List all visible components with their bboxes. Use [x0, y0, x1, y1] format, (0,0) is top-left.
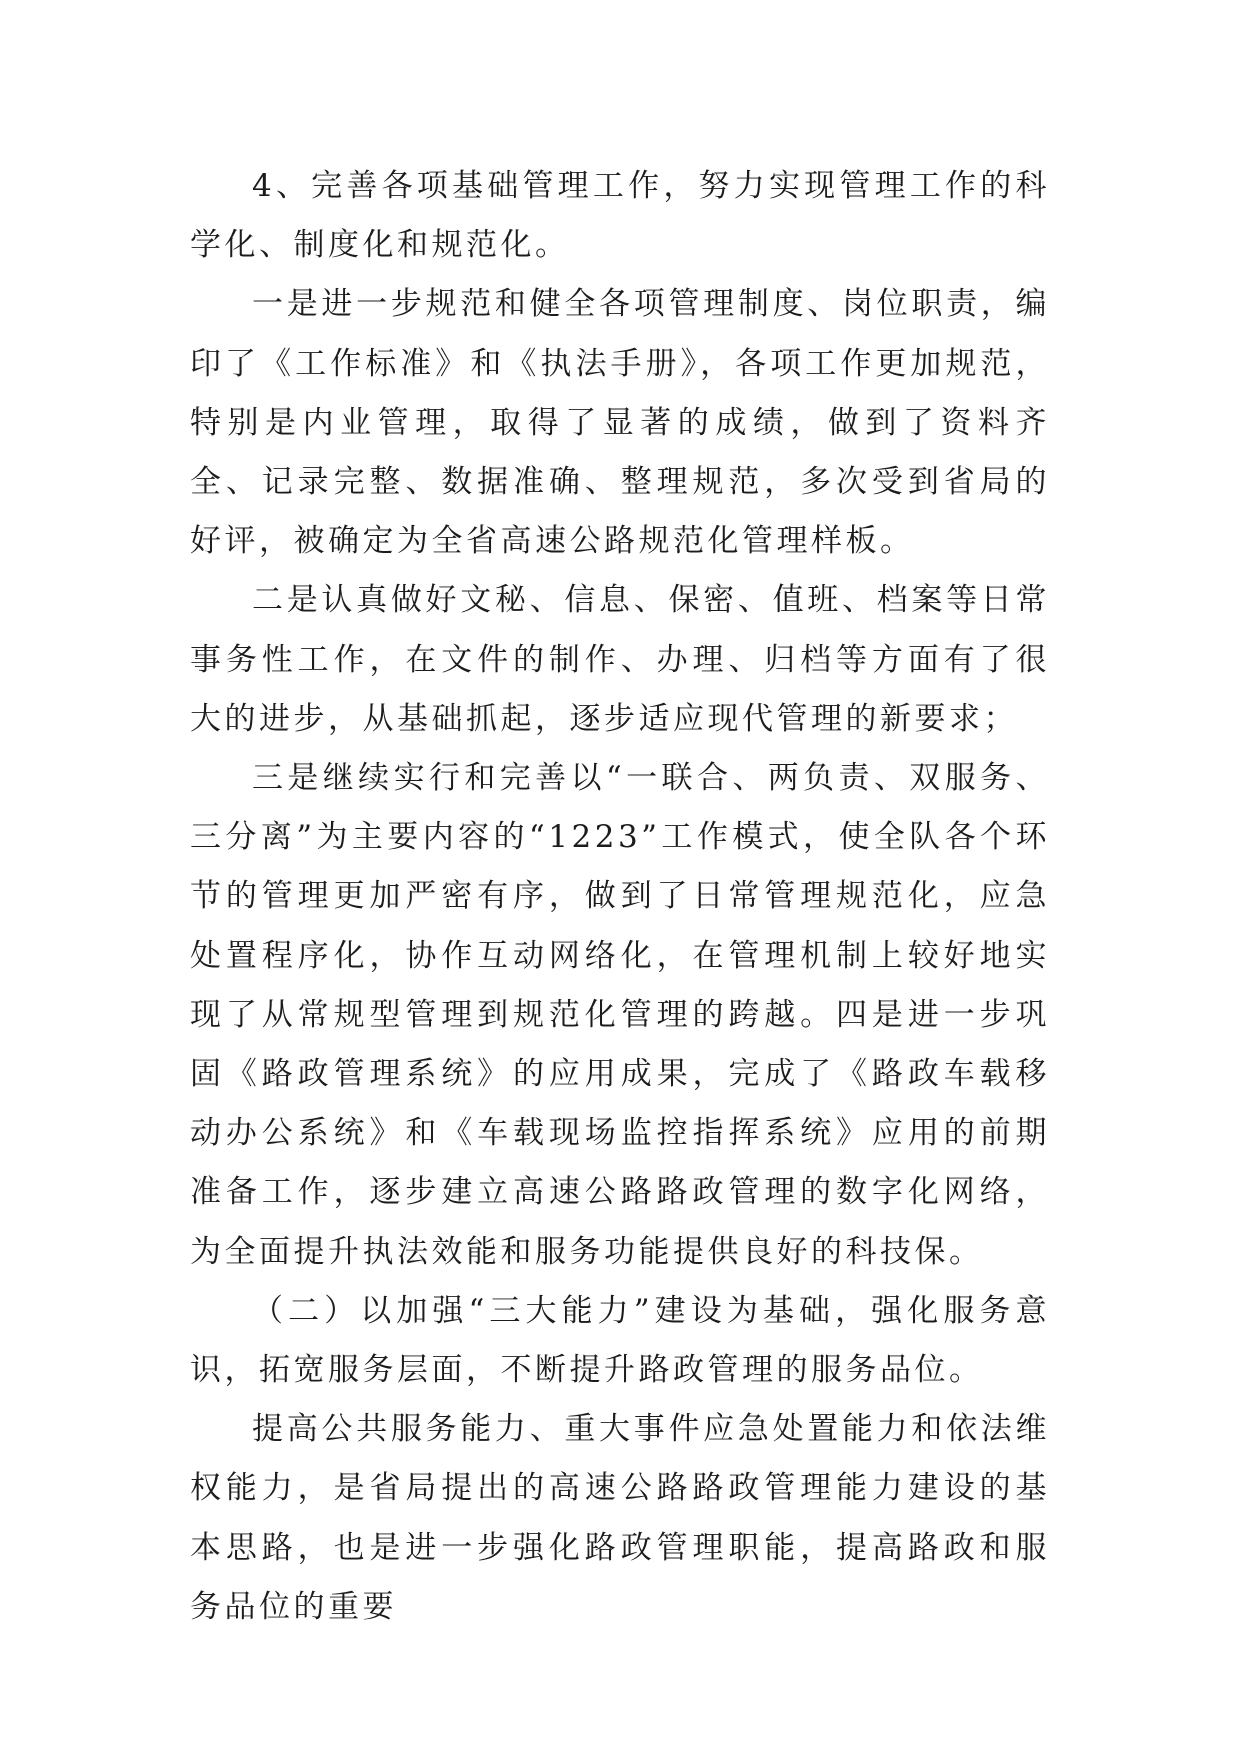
paragraph-item-1: 一是进一步规范和健全各项管理制度、岗位职责，编印了《工作标准》和《执法手册》，各项工作更加规范，特别是内业管理，取得了显著的成绩，做到了资料齐全、记录完整、数据准确、整理规范，多次受到省局的好评，被确定为全省高速公路规范化管理样板。	[190, 286, 1050, 560]
paragraph-section-2-heading: （二）以加强“三大能力”建设为基础，强化服务意识，拓宽服务层面，不断提升路政管理的服务品位。	[190, 1292, 1050, 1389]
paragraph-capacity-building: 提高公共服务能力、重大事件应急处置能力和依法维权能力，是省局提出的高速公路路政管理能力建设的基本思路，也是进一步强化路政管理职能，提高路政和服务品位的重要	[190, 1411, 1050, 1625]
paragraph-item-3: 三是继续实行和完善以“一联合、两负责、双服务、三分离”为主要内容的“1223”工作模式，使全队各个环节的管理更加严密有序，做到了日常管理规范化，应急处置程序化，协作互动网络化，在管理机制上较好地实现了从常规型管理到规范化管理的跨越。四是进一步巩固《路政管理系统》的应用成果，完成了《路政车载移动办公系统》和《车载现场监控指挥系统》应用的前期准备工作，逐步建立高速公路路政管理的数字化网络，为全面提升执法效能和服务功能提供良好的科技保。	[190, 760, 1050, 1270]
document-body	[190, 157, 1050, 1637]
paragraph-item-2: 二是认真做好文秘、信息、保密、值班、档案等日常事务性工作，在文件的制作、办理、归档等方面有了很大的进步，从基础抓起，逐步适应现代管理的新要求；	[190, 582, 1050, 737]
paragraph-section-4-heading: 4、完善各项基础管理工作，努力实现管理工作的科学化、制度化和规范化。	[190, 168, 1050, 264]
